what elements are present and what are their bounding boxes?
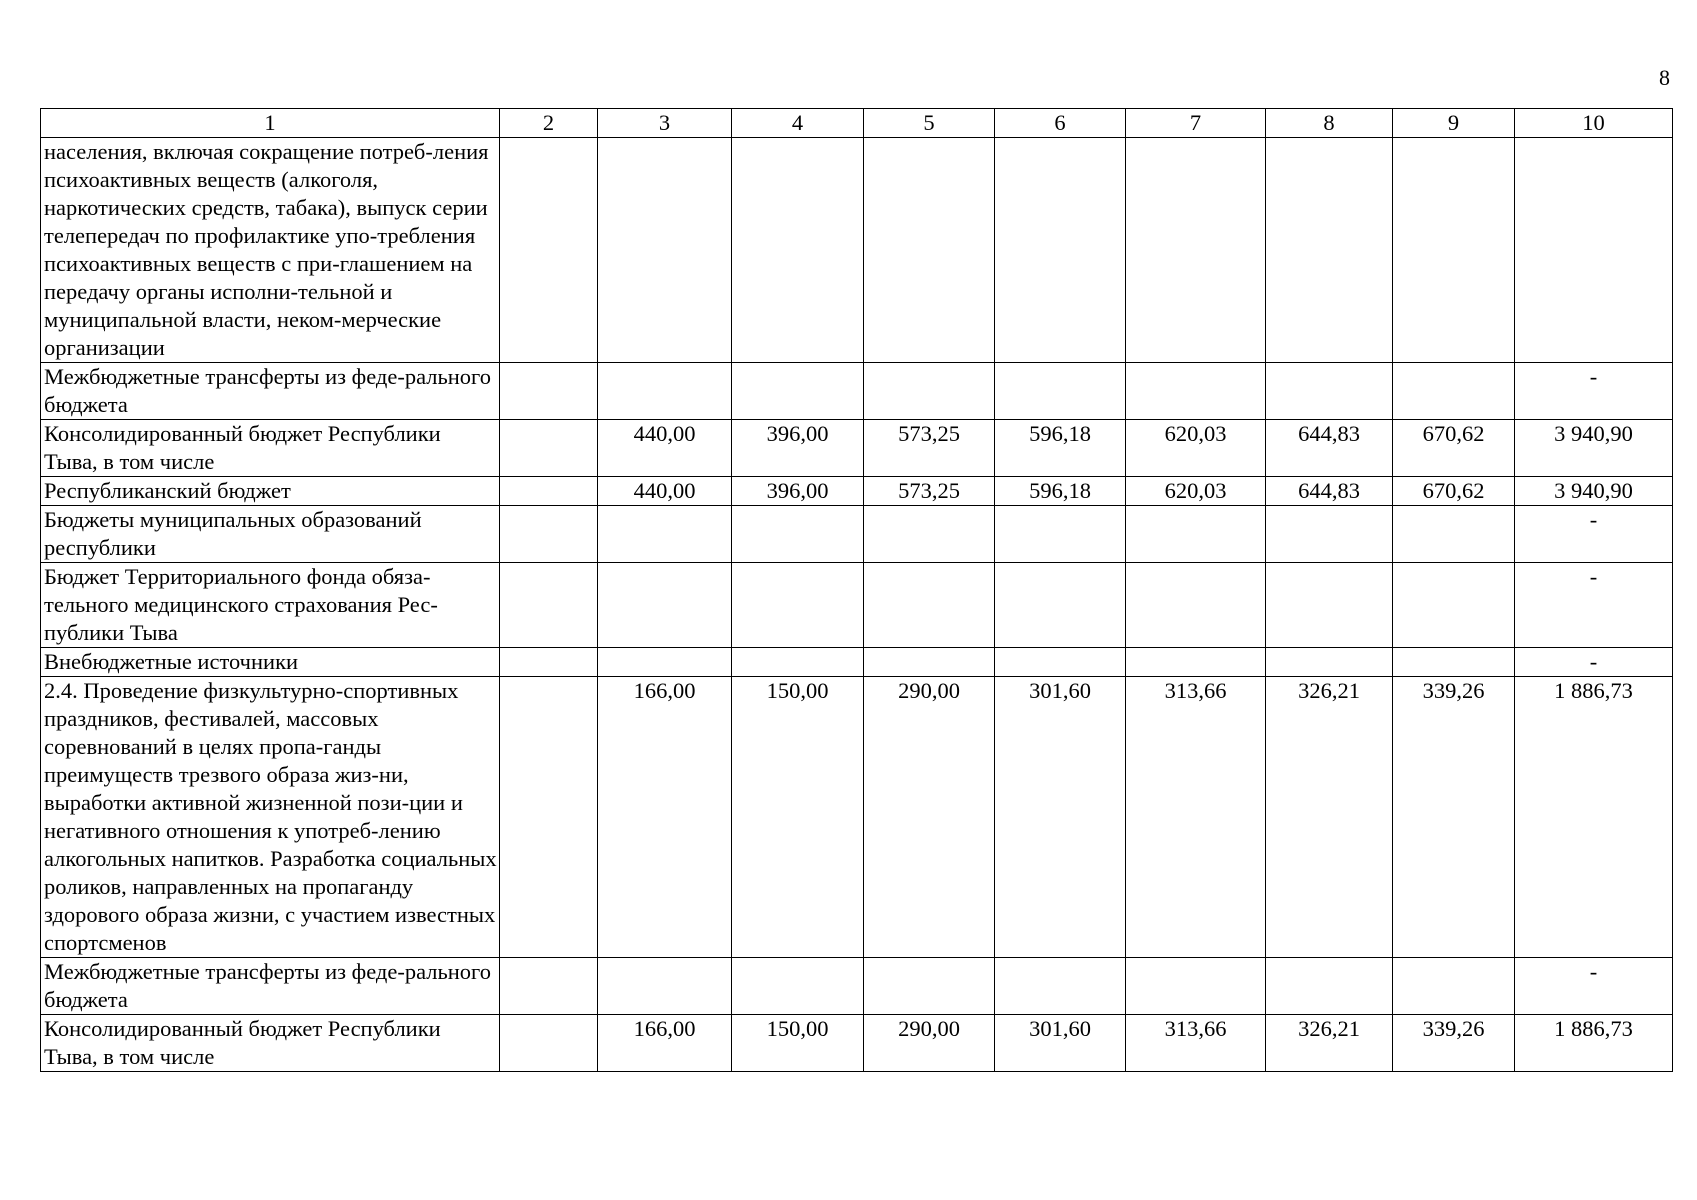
budget-table — [40, 108, 1673, 1072]
cell-col-7 — [1126, 958, 1266, 1015]
cell-col-3 — [598, 138, 732, 363]
table-row — [41, 506, 1673, 563]
cell-col-6 — [995, 958, 1126, 1015]
cell-col-2 — [500, 477, 598, 506]
cell-col-3 — [598, 506, 732, 563]
row-description: Республиканский бюджет — [41, 477, 500, 506]
cell-col-10: - — [1515, 563, 1673, 648]
table-row — [41, 138, 1673, 363]
cell-col-6 — [995, 506, 1126, 563]
cell-col-4 — [732, 648, 864, 677]
cell-col-4: 150,00 — [732, 1015, 864, 1072]
cell-col-6 — [995, 563, 1126, 648]
page-number: 8 — [1659, 65, 1670, 90]
cell-col-7: 620,03 — [1126, 420, 1266, 477]
cell-col-10 — [1515, 138, 1673, 363]
column-header-6: 6 — [995, 109, 1126, 138]
row-description: Бюджеты муниципальных образований республики — [41, 506, 500, 563]
cell-col-2 — [500, 677, 598, 958]
row-description: Внебюджетные источники — [41, 648, 500, 677]
cell-col-8 — [1266, 138, 1393, 363]
cell-col-9 — [1393, 958, 1515, 1015]
cell-col-8: 644,83 — [1266, 420, 1393, 477]
cell-col-10: - — [1515, 648, 1673, 677]
table-header-row — [41, 109, 1673, 138]
cell-col-9: 670,62 — [1393, 477, 1515, 506]
cell-col-3 — [598, 648, 732, 677]
cell-col-3 — [598, 363, 732, 420]
column-header-3: 3 — [598, 109, 732, 138]
cell-col-4 — [732, 563, 864, 648]
cell-col-3: 440,00 — [598, 477, 732, 506]
table-row — [41, 420, 1673, 477]
cell-col-5: 573,25 — [864, 420, 995, 477]
cell-col-10: 3 940,90 — [1515, 477, 1673, 506]
cell-col-2 — [500, 958, 598, 1015]
table-row — [41, 958, 1673, 1015]
cell-col-8 — [1266, 506, 1393, 563]
row-description: Консолидированный бюджет Республики Тыва, в том числе — [41, 1015, 500, 1072]
cell-col-3: 166,00 — [598, 1015, 732, 1072]
cell-col-5 — [864, 138, 995, 363]
column-header-8: 8 — [1266, 109, 1393, 138]
cell-col-10: 1 886,73 — [1515, 677, 1673, 958]
cell-col-6: 596,18 — [995, 477, 1126, 506]
cell-col-5 — [864, 958, 995, 1015]
cell-col-7 — [1126, 506, 1266, 563]
cell-col-10: - — [1515, 958, 1673, 1015]
column-header-9: 9 — [1393, 109, 1515, 138]
cell-col-5 — [864, 506, 995, 563]
cell-col-2 — [500, 138, 598, 363]
cell-col-3: 166,00 — [598, 677, 732, 958]
column-header-2: 2 — [500, 109, 598, 138]
cell-col-9 — [1393, 563, 1515, 648]
cell-col-7 — [1126, 138, 1266, 363]
cell-col-5 — [864, 648, 995, 677]
cell-col-5 — [864, 363, 995, 420]
cell-col-8 — [1266, 958, 1393, 1015]
cell-col-10: - — [1515, 363, 1673, 420]
cell-col-7: 313,66 — [1126, 1015, 1266, 1072]
cell-col-3 — [598, 563, 732, 648]
column-header-10: 10 — [1515, 109, 1673, 138]
cell-col-5: 290,00 — [864, 677, 995, 958]
column-header-7: 7 — [1126, 109, 1266, 138]
cell-col-2 — [500, 363, 598, 420]
cell-col-8 — [1266, 648, 1393, 677]
cell-col-9 — [1393, 363, 1515, 420]
table-row — [41, 648, 1673, 677]
cell-col-9: 339,26 — [1393, 677, 1515, 958]
cell-col-2 — [500, 563, 598, 648]
cell-col-9: 339,26 — [1393, 1015, 1515, 1072]
cell-col-2 — [500, 506, 598, 563]
cell-col-6 — [995, 363, 1126, 420]
cell-col-7 — [1126, 563, 1266, 648]
cell-col-2 — [500, 420, 598, 477]
cell-col-7 — [1126, 363, 1266, 420]
cell-col-10: 3 940,90 — [1515, 420, 1673, 477]
row-description: населения, включая сокращение потреб-ления психоактивных веществ (алкоголя, наркотических средств, табака), выпуск серии телепередач по профилактике упо-требления психоактивных веществ с при-глашением на передачу органы исполни-тельной и муниципальной власти, неком-мерческие организации — [41, 138, 500, 363]
table-row — [41, 677, 1673, 958]
cell-col-10: - — [1515, 506, 1673, 563]
cell-col-4 — [732, 506, 864, 563]
cell-col-8 — [1266, 363, 1393, 420]
cell-col-9 — [1393, 506, 1515, 563]
cell-col-10: 1 886,73 — [1515, 1015, 1673, 1072]
cell-col-2 — [500, 648, 598, 677]
cell-col-5: 290,00 — [864, 1015, 995, 1072]
table-row — [41, 1015, 1673, 1072]
row-description: Межбюджетные трансферты из феде-рального бюджета — [41, 363, 500, 420]
cell-col-3 — [598, 958, 732, 1015]
cell-col-5: 573,25 — [864, 477, 995, 506]
row-description: 2.4. Проведение физкультурно-спортивных праздников, фестивалей, массовых соревнований в целях пропа-ганды преимуществ трезвого образа жиз-ни, выработки активной жизненной пози-ции и негативного отношения к употреб-лению алкогольных напитков. Разработка социальных роликов, направленных на пропаганду здорового образа жизни, с участием известных спортсменов — [41, 677, 500, 958]
table-row — [41, 363, 1673, 420]
row-description: Консолидированный бюджет Республики Тыва, в том числе — [41, 420, 500, 477]
row-description: Бюджет Территориального фонда обяза-тельного медицинского страхования Рес-публики Тыва — [41, 563, 500, 648]
cell-col-6: 596,18 — [995, 420, 1126, 477]
cell-col-9: 670,62 — [1393, 420, 1515, 477]
column-header-1: 1 — [41, 109, 500, 138]
cell-col-7: 313,66 — [1126, 677, 1266, 958]
cell-col-6 — [995, 648, 1126, 677]
cell-col-8 — [1266, 563, 1393, 648]
cell-col-4 — [732, 138, 864, 363]
table-row — [41, 563, 1673, 648]
cell-col-4: 150,00 — [732, 677, 864, 958]
cell-col-6 — [995, 138, 1126, 363]
cell-col-4: 396,00 — [732, 420, 864, 477]
cell-col-2 — [500, 1015, 598, 1072]
cell-col-5 — [864, 563, 995, 648]
cell-col-8: 644,83 — [1266, 477, 1393, 506]
cell-col-9 — [1393, 138, 1515, 363]
column-header-4: 4 — [732, 109, 864, 138]
row-description: Межбюджетные трансферты из феде-рального бюджета — [41, 958, 500, 1015]
cell-col-9 — [1393, 648, 1515, 677]
table-row — [41, 477, 1673, 506]
cell-col-7 — [1126, 648, 1266, 677]
column-header-5: 5 — [864, 109, 995, 138]
cell-col-7: 620,03 — [1126, 477, 1266, 506]
cell-col-6: 301,60 — [995, 1015, 1126, 1072]
cell-col-4 — [732, 363, 864, 420]
cell-col-4 — [732, 958, 864, 1015]
cell-col-4: 396,00 — [732, 477, 864, 506]
cell-col-8: 326,21 — [1266, 677, 1393, 958]
cell-col-3: 440,00 — [598, 420, 732, 477]
cell-col-8: 326,21 — [1266, 1015, 1393, 1072]
cell-col-6: 301,60 — [995, 677, 1126, 958]
